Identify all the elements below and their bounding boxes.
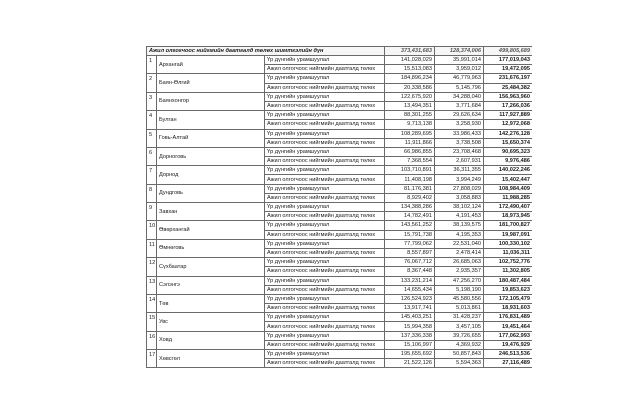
row-number: 17	[147, 350, 157, 368]
value-1: 145,403,251	[385, 313, 435, 322]
value-1: 108,289,695	[385, 129, 435, 138]
row-number: 6	[147, 147, 157, 165]
province-name: Өмнөговь	[157, 239, 265, 257]
payment-type: Үр дүнгийн урамшуулал	[265, 276, 385, 285]
value-total: 156,963,960	[484, 92, 533, 101]
row-number: 4	[147, 111, 157, 129]
payment-type: Үр дүнгийн урамшуулал	[265, 129, 385, 138]
payment-type: Үр дүнгийн урамшуулал	[265, 56, 385, 65]
value-2: 4,195,353	[435, 230, 484, 239]
value-1: 103,710,891	[385, 166, 435, 175]
payment-type: Ажил олгогчоос нийгмийн даатгалд төлөх	[265, 101, 385, 110]
value-total: 102,752,776	[484, 258, 533, 267]
value-2: 22,531,040	[435, 239, 484, 248]
payment-type: Ажил олгогчоос нийгмийн даатгалд төлөх	[265, 120, 385, 129]
table-row	[147, 56, 533, 65]
payment-type: Үр дүнгийн урамшуулал	[265, 258, 385, 267]
payment-type: Үр дүнгийн урамшуулал	[265, 111, 385, 120]
row-number: 13	[147, 276, 157, 294]
value-1: 15,513,083	[385, 65, 435, 74]
payment-type: Үр дүнгийн урамшуулал	[265, 239, 385, 248]
province-name: Баянхонгор	[157, 92, 265, 110]
payment-type: Ажил олгогчоос нийгмийн даатгалд төлөх	[265, 285, 385, 294]
value-2: 31,428,237	[435, 313, 484, 322]
table-row	[147, 239, 533, 248]
value-1: 13,917,741	[385, 304, 435, 313]
table-header-row	[147, 47, 533, 56]
value-2: 3,457,105	[435, 322, 484, 331]
value-1: 88,301,255	[385, 111, 435, 120]
value-1: 15,791,738	[385, 230, 435, 239]
value-1: 11,911,866	[385, 138, 435, 147]
payment-type: Ажил олгогчоос нийгмийн даатгалд төлөх	[265, 359, 385, 368]
value-2: 4,191,453	[435, 212, 484, 221]
value-1: 8,557,897	[385, 248, 435, 257]
value-total: 100,330,102	[484, 239, 533, 248]
row-number: 3	[147, 92, 157, 110]
table-row	[147, 129, 533, 138]
value-1: 122,675,920	[385, 92, 435, 101]
value-total: 19,476,929	[484, 340, 533, 349]
value-1: 9,713,138	[385, 120, 435, 129]
table-row	[147, 276, 533, 285]
payment-type: Үр дүнгийн урамшуулал	[265, 184, 385, 193]
province-name: Баян-Өлгий	[157, 74, 265, 92]
value-total: 176,831,489	[484, 313, 533, 322]
table-row	[147, 203, 533, 212]
payment-type: Ажил олгогчоос нийгмийн даатгалд төлөх	[265, 175, 385, 184]
value-total: 27,116,489	[484, 359, 533, 368]
value-1: 77,799,062	[385, 239, 435, 248]
value-1: 134,388,286	[385, 203, 435, 212]
value-2: 34,288,040	[435, 92, 484, 101]
value-total: 18,973,945	[484, 212, 533, 221]
province-name: Дундговь	[157, 184, 265, 202]
value-1: 14,782,491	[385, 212, 435, 221]
header-value-3: 499,805,689	[484, 47, 533, 56]
province-name: Увс	[157, 313, 265, 331]
value-total: 19,451,464	[484, 322, 533, 331]
province-name: Завхан	[157, 203, 265, 221]
province-name: Хөвсгөл	[157, 350, 265, 368]
row-number: 5	[147, 129, 157, 147]
value-2: 4,369,932	[435, 340, 484, 349]
value-total: 19,987,091	[484, 230, 533, 239]
value-total: 11,302,805	[484, 267, 533, 276]
row-number: 15	[147, 313, 157, 331]
value-2: 2,607,931	[435, 157, 484, 166]
value-total: 18,931,603	[484, 304, 533, 313]
province-name: Сүхбаатар	[157, 258, 265, 276]
payment-type: Үр дүнгийн урамшуулал	[265, 313, 385, 322]
value-total: 19,853,623	[484, 285, 533, 294]
value-2: 3,058,883	[435, 193, 484, 202]
value-1: 14,655,434	[385, 285, 435, 294]
value-1: 184,896,234	[385, 74, 435, 83]
spreadsheet-page	[146, 46, 532, 400]
value-1: 141,028,029	[385, 56, 435, 65]
table-row	[147, 313, 533, 322]
value-2: 26,685,063	[435, 258, 484, 267]
value-1: 137,336,338	[385, 331, 435, 340]
payment-type: Ажил олгогчоос нийгмийн даатгалд төлөх	[265, 193, 385, 202]
value-total: 12,972,068	[484, 120, 533, 129]
payment-type: Ажил олгогчоос нийгмийн даатгалд төлөх	[265, 322, 385, 331]
row-number: 10	[147, 221, 157, 239]
value-2: 50,857,843	[435, 350, 484, 359]
value-2: 39,726,655	[435, 331, 484, 340]
value-1: 15,994,358	[385, 322, 435, 331]
row-number: 2	[147, 74, 157, 92]
payment-type: Ажил олгогчоос нийгмийн даатгалд төлөх	[265, 230, 385, 239]
value-total: 231,676,197	[484, 74, 533, 83]
value-2: 3,258,930	[435, 120, 484, 129]
data-table	[146, 46, 532, 368]
value-total: 90,695,323	[484, 147, 533, 156]
value-2: 5,594,363	[435, 359, 484, 368]
payment-type: Ажил олгогчоос нийгмийн даатгалд төлөх	[265, 157, 385, 166]
province-name: Архангай	[157, 56, 265, 74]
payment-type: Ажил олгогчоос нийгмийн даатгалд төлөх	[265, 304, 385, 313]
payment-type: Үр дүнгийн урамшуулал	[265, 294, 385, 303]
value-2: 3,738,508	[435, 138, 484, 147]
payment-type: Үр дүнгийн урамшуулал	[265, 350, 385, 359]
row-number: 7	[147, 166, 157, 184]
payment-type: Үр дүнгийн урамшуулал	[265, 147, 385, 156]
value-1: 81,176,381	[385, 184, 435, 193]
table-row	[147, 350, 533, 359]
value-total: 246,513,536	[484, 350, 533, 359]
value-total: 9,976,486	[484, 157, 533, 166]
payment-type: Үр дүнгийн урамшуулал	[265, 74, 385, 83]
value-2: 27,808,029	[435, 184, 484, 193]
value-total: 108,984,409	[484, 184, 533, 193]
table-row	[147, 166, 533, 175]
table-row	[147, 92, 533, 101]
payment-type: Ажил олгогчоос нийгмийн даатгалд төлөх	[265, 65, 385, 74]
value-2: 47,256,270	[435, 276, 484, 285]
value-total: 177,062,993	[484, 331, 533, 340]
value-total: 15,650,374	[484, 138, 533, 147]
value-2: 3,771,684	[435, 101, 484, 110]
table-row	[147, 294, 533, 303]
value-2: 29,626,634	[435, 111, 484, 120]
payment-type: Үр дүнгийн урамшуулал	[265, 166, 385, 175]
value-1: 66,986,855	[385, 147, 435, 156]
value-1: 13,494,351	[385, 101, 435, 110]
province-name: Дорноговь	[157, 147, 265, 165]
value-total: 172,490,407	[484, 203, 533, 212]
value-2: 23,708,468	[435, 147, 484, 156]
value-1: 8,367,448	[385, 267, 435, 276]
payment-type: Үр дүнгийн урамшуулал	[265, 92, 385, 101]
row-number: 11	[147, 239, 157, 257]
value-total: 172,105,479	[484, 294, 533, 303]
province-name: Төв	[157, 294, 265, 312]
row-number: 9	[147, 203, 157, 221]
row-number: 1	[147, 56, 157, 74]
value-total: 17,266,036	[484, 101, 533, 110]
value-total: 15,402,447	[484, 175, 533, 184]
payment-type: Ажил олгогчоос нийгмийн даатгалд төлөх	[265, 267, 385, 276]
table-row	[147, 258, 533, 267]
row-number: 12	[147, 258, 157, 276]
payment-type: Үр дүнгийн урамшуулал	[265, 221, 385, 230]
table-row	[147, 331, 533, 340]
province-name: Ховд	[157, 331, 265, 349]
payment-type: Ажил олгогчоос нийгмийн даатгалд төлөх	[265, 138, 385, 147]
value-total: 25,484,382	[484, 83, 533, 92]
row-number: 8	[147, 184, 157, 202]
value-1: 195,655,692	[385, 350, 435, 359]
province-name: Булган	[157, 111, 265, 129]
table-row	[147, 74, 533, 83]
table-row	[147, 111, 533, 120]
province-name: Өвөрхангай	[157, 221, 265, 239]
table-row	[147, 147, 533, 156]
value-total: 19,472,095	[484, 65, 533, 74]
value-total: 11,036,311	[484, 248, 533, 257]
header-label: Ажил олгогчоос нийгмийн даатгалд төлөх шимтгэлийн дүн	[147, 47, 385, 56]
value-total: 11,988,285	[484, 193, 533, 202]
value-total: 180,487,484	[484, 276, 533, 285]
header-value-2: 128,374,006	[435, 47, 484, 56]
payment-type: Ажил олгогчоос нийгмийн даатгалд төлөх	[265, 340, 385, 349]
value-1: 143,561,252	[385, 221, 435, 230]
value-2: 35,991,014	[435, 56, 484, 65]
value-2: 2,478,414	[435, 248, 484, 257]
row-number: 14	[147, 294, 157, 312]
table-row	[147, 184, 533, 193]
value-1: 21,522,126	[385, 359, 435, 368]
value-2: 33,986,433	[435, 129, 484, 138]
province-name: Говь-Алтай	[157, 129, 265, 147]
value-1: 11,408,198	[385, 175, 435, 184]
payment-type: Үр дүнгийн урамшуулал	[265, 203, 385, 212]
payment-type: Ажил олгогчоос нийгмийн даатгалд төлөх	[265, 248, 385, 257]
value-2: 2,935,357	[435, 267, 484, 276]
value-2: 5,145,796	[435, 83, 484, 92]
value-2: 36,311,355	[435, 166, 484, 175]
payment-type: Үр дүнгийн урамшуулал	[265, 331, 385, 340]
province-name: Дорнод	[157, 166, 265, 184]
value-total: 117,927,889	[484, 111, 533, 120]
value-total: 140,022,246	[484, 166, 533, 175]
value-1: 76,067,712	[385, 258, 435, 267]
value-2: 38,102,124	[435, 203, 484, 212]
value-2: 46,779,963	[435, 74, 484, 83]
value-1: 7,368,554	[385, 157, 435, 166]
value-total: 181,700,827	[484, 221, 533, 230]
value-2: 45,580,556	[435, 294, 484, 303]
province-name: Сэлэнгэ	[157, 276, 265, 294]
value-1: 126,524,923	[385, 294, 435, 303]
value-total: 177,019,043	[484, 56, 533, 65]
value-1: 8,929,402	[385, 193, 435, 202]
header-value-1: 373,431,683	[385, 47, 435, 56]
value-2: 3,959,012	[435, 65, 484, 74]
value-total: 142,276,128	[484, 129, 533, 138]
value-2: 38,139,575	[435, 221, 484, 230]
value-2: 3,994,249	[435, 175, 484, 184]
value-2: 5,198,190	[435, 285, 484, 294]
value-2: 5,013,861	[435, 304, 484, 313]
payment-type: Ажил олгогчоос нийгмийн даатгалд төлөх	[265, 212, 385, 221]
value-1: 133,231,214	[385, 276, 435, 285]
table-row	[147, 221, 533, 230]
value-1: 20,338,586	[385, 83, 435, 92]
payment-type: Ажил олгогчоос нийгмийн даатгалд төлөх	[265, 83, 385, 92]
row-number: 16	[147, 331, 157, 349]
value-1: 15,106,997	[385, 340, 435, 349]
